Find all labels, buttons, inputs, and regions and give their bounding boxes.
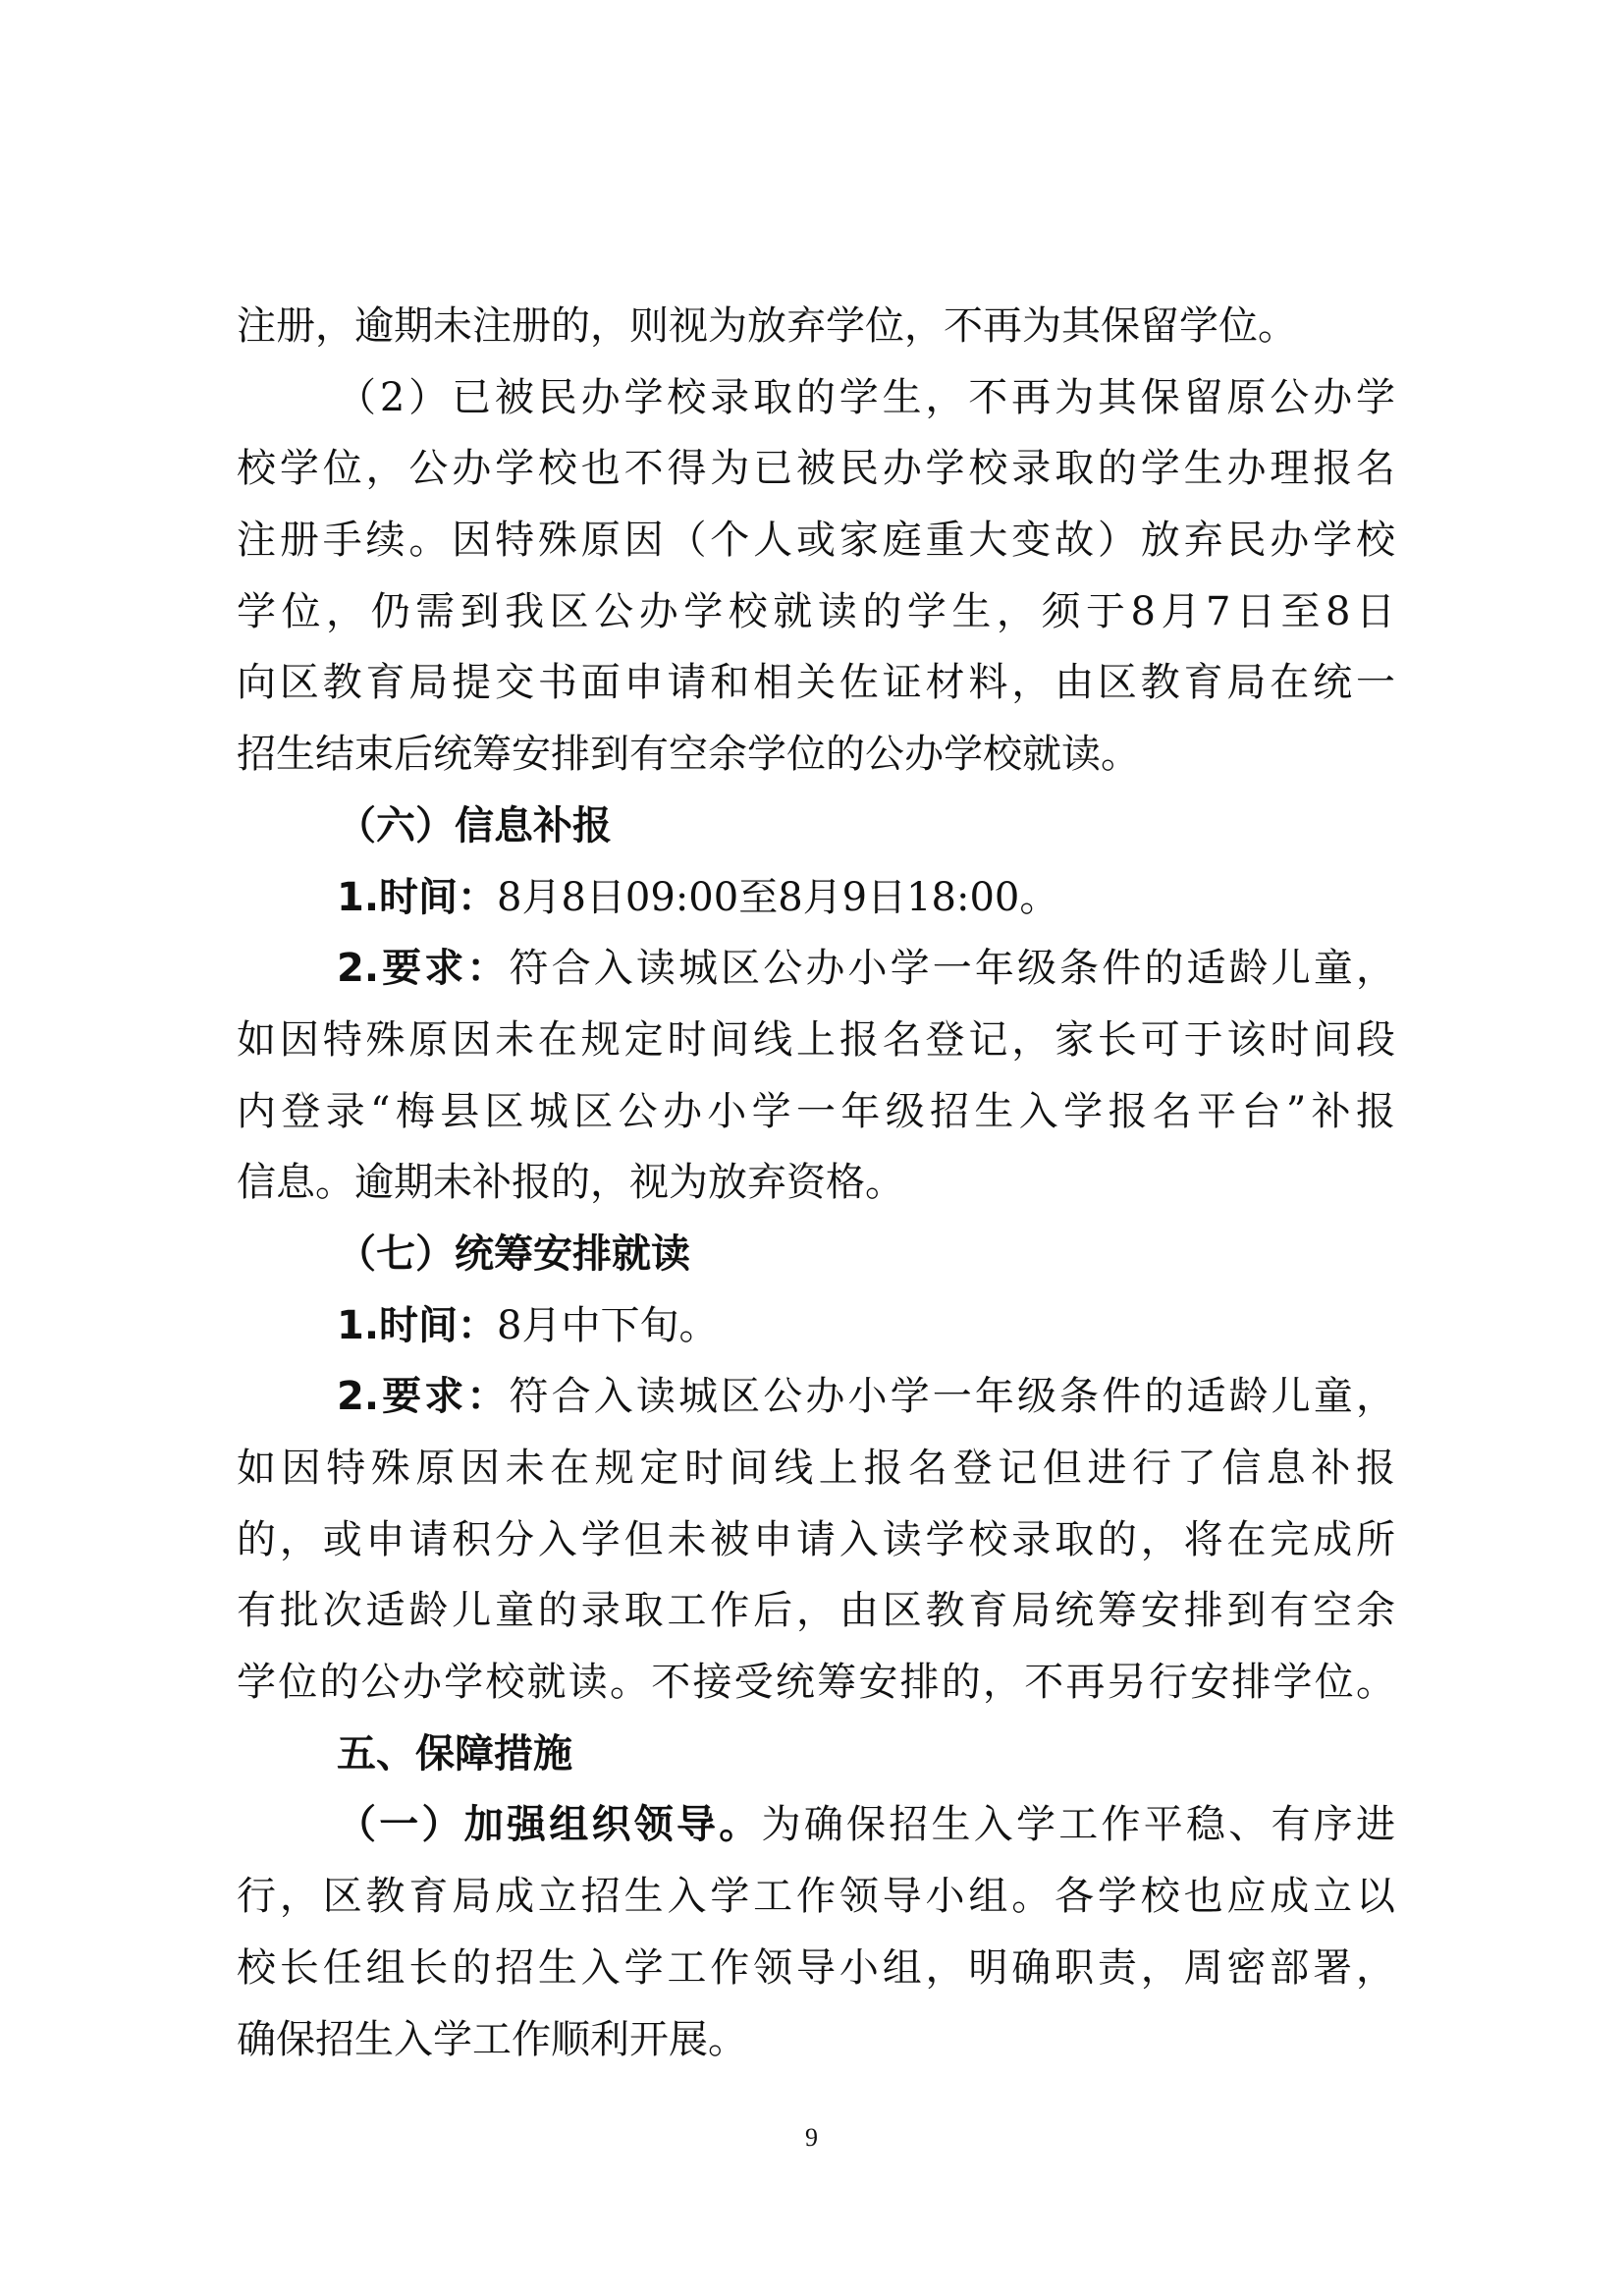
text-segment: 内登录“梅县区城区公办小学一年级招生入学报名平台”补报 (237, 1088, 1395, 1134)
text-segment: 注册手续。因特殊原因（个人或家庭重大变故）放弃民办学校 (237, 518, 1395, 564)
text-line (237, 576, 1395, 648)
text-segment: 校长任组长的招生入学工作领导小组，明确职责，周密部署， (237, 1944, 1395, 1991)
text-line (237, 1789, 1395, 1861)
text-line (237, 1861, 1395, 1933)
text-segment: 信息。逾期未补报的，视为放弃资格。 (237, 1160, 904, 1206)
text-line (237, 791, 1395, 862)
text-line (237, 362, 1395, 434)
text-line (237, 2004, 1395, 2076)
text-line (237, 1575, 1395, 1647)
text-line (237, 1290, 1395, 1362)
text-segment: 校学位，公办学校也不得为已被民办学校录取的学生办理报名 (237, 446, 1395, 492)
text-line (237, 1647, 1395, 1719)
text-line (237, 1361, 1395, 1433)
text-segment: 行，区教育局成立招生入学工作领导小组。各学校也应成立以 (237, 1874, 1395, 1920)
text-segment: （2）已被民办学校录取的学生，不再为其保留原公办学 (337, 374, 1395, 420)
bold-text-segment: 2.要求： (337, 1374, 510, 1420)
text-segment: 确保招生入学工作顺利开展。 (237, 2016, 747, 2062)
text-line (237, 1504, 1395, 1576)
document-body (237, 291, 1395, 2075)
text-segment: 招生结束后统筹安排到有空余学位的公办学校就读。 (237, 732, 1140, 778)
text-segment: 学位的公办学校就读。不接受统筹安排的，不再另行安排学位。 (237, 1660, 1395, 1706)
bold-text-segment: 2.要求： (337, 946, 510, 992)
page-number: 9 (805, 2123, 818, 2152)
text-line (237, 1433, 1395, 1504)
text-segment: 如因特殊原因未在规定时间线上报名登记但进行了信息补报 (237, 1446, 1395, 1491)
bold-text-segment: 1.时间： (337, 1302, 498, 1348)
text-line (237, 433, 1395, 505)
text-segment: 向区教育局提交书面申请和相关佐证材料，由区教育局在统一 (237, 660, 1395, 706)
text-segment: 符合入读城区公办小学一年级条件的适龄儿童， (509, 1374, 1396, 1420)
text-line (237, 291, 1395, 362)
text-line (237, 1933, 1395, 2004)
text-line (237, 1719, 1395, 1790)
text-line (237, 1076, 1395, 1148)
text-line (237, 862, 1395, 934)
bold-text-segment: （六）信息补报 (337, 802, 612, 848)
text-segment: 8月中下旬。 (497, 1302, 719, 1348)
text-segment: 8月8日09:00至8月9日18:00。 (497, 874, 1059, 920)
text-segment: 为确保招生入学工作平稳、有序进 (761, 1802, 1395, 1848)
text-segment: 如因特殊原因未在规定时间线上报名登记，家长可于该时间段 (237, 1016, 1395, 1063)
text-line (237, 1005, 1395, 1076)
text-line (237, 1219, 1395, 1290)
text-segment: 注册，逾期未注册的，则视为放弃学位，不再为其保留学位。 (237, 303, 1297, 349)
text-segment: 符合入读城区公办小学一年级条件的适龄儿童， (509, 946, 1396, 992)
text-segment: 的，或申请积分入学但未被申请入读学校录取的，将在完成所 (237, 1516, 1395, 1562)
bold-text-segment: 1.时间： (337, 874, 498, 920)
text-line (237, 933, 1395, 1005)
text-line (237, 647, 1395, 719)
text-line (237, 719, 1395, 791)
text-line (237, 505, 1395, 576)
bold-text-segment: （一）加强组织领导。 (337, 1802, 762, 1848)
bold-text-segment: （七）统筹安排就读 (337, 1230, 690, 1277)
bold-text-segment: 五、保障措施 (337, 1730, 572, 1777)
text-segment: 有批次适龄儿童的录取工作后，由区教育局统筹安排到有空余 (237, 1588, 1395, 1634)
text-line (237, 1147, 1395, 1219)
text-segment: 学位，仍需到我区公办学校就读的学生，须于8月7日至8日 (237, 588, 1395, 634)
